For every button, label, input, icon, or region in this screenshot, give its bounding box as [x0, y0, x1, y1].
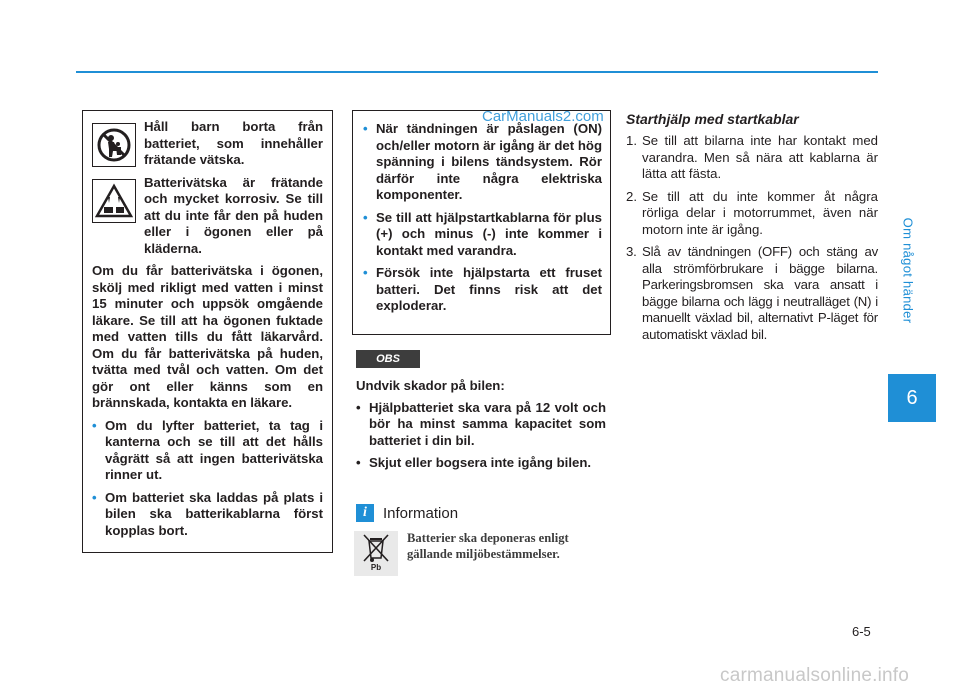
list-item: 1. Se till att bilarna inte har kontakt med varandra. Men så nära att kablarna är lätta att fästa. [626, 133, 878, 181]
warning-box-middle [352, 110, 611, 335]
bullet-dot-icon: • [363, 265, 368, 280]
crossed-bin-icon [354, 531, 398, 576]
keep-children-away-icon [92, 123, 136, 167]
list-item: • Se till att hjälpstartkablarna för plus (+) och minus (-) inte kommer i kontakt med varandra. [363, 209, 602, 258]
warning-box-left [82, 110, 333, 553]
obs-bullet-list [356, 400, 606, 472]
top-rule [76, 71, 878, 73]
list-item: • Försök inte hjälpstarta ett fruset batteri. Det finns risk att det exploderar. [363, 265, 602, 313]
watermark-bottom: carmanualsonline.info [720, 665, 910, 686]
obs-heading: Undvik skador på bilen: [356, 378, 505, 393]
info-i-icon: i [356, 504, 374, 522]
watermark-top: CarManuals2.com [482, 108, 604, 125]
first-aid-paragraph: Om du får batterivätska i ögonen, skölj med rikligt med vatten i minst 15 minuter och uppsök omgående läkare. Se till att ha ögonen fuktade med vatten tills du fått läkarvård. Om du får batterivätska på huden, tvätta med tvål och vatten. Om det gör ont eller känns som en brännskada, kontakta en läkare. [92, 263, 323, 410]
warning-row-corrosive [92, 175, 323, 258]
obs-badge: OBS [356, 350, 420, 368]
bullet-dot-icon: • [356, 399, 361, 415]
obs-block [356, 378, 606, 478]
bullet-dot-icon: • [363, 209, 368, 225]
corrosive-acid-icon [92, 179, 136, 223]
page-number: 6-5 [852, 624, 871, 639]
list-item: 3. Slå av tändningen (OFF) och stäng av alla strömförbrukare i bägge bilarna. Parkeringsbromsen ska vara ansatt i bägge bilarna och lägg i neutralläget (N) i manuellt växlad bil, alternativt P-läget för automatiskt växlad bil. [626, 244, 878, 342]
section-title: Starthjälp med startkablar [626, 111, 799, 127]
list-item: • När tändningen är påslagen (ON) och/eller motorn är igång är det hög spänning i bilens tändsystem. Rör därför inte några elektriska komponenter. [363, 121, 602, 202]
chapter-tab[interactable]: 6 [888, 374, 936, 422]
section-label-text: Om något händer [900, 217, 916, 323]
list-item: • Skjut eller bogsera inte igång bilen. [356, 455, 592, 470]
list-item: • Om batteriet ska laddas på plats i bilen ska batterikablarna först kopplas bort. [92, 489, 323, 538]
list-item: 2. Se till att du inte kommer åt några rörliga delar i motorrummet, även när motorn inte är igång. [626, 188, 878, 237]
jump-start-section [626, 111, 878, 349]
pb-label: Pb [370, 563, 382, 572]
information-text: Batterier ska deponeras enligt gällande miljöbestämmelser. [407, 531, 569, 561]
information-heading [356, 504, 458, 522]
bullet-dot-icon: • [92, 489, 97, 505]
warning-row-children [92, 119, 323, 169]
bullet-dot-icon: • [356, 455, 361, 470]
left-bullet-list [92, 418, 323, 540]
list-item: • Om du lyfter batteriet, ta tag i kanterna och se till att det hålls vågrätt så att ingen batterivätska rinner ut. [92, 417, 323, 482]
bullet-dot-icon: • [363, 121, 368, 136]
section-side-label [896, 170, 920, 370]
bullet-dot-icon: • [92, 417, 97, 433]
list-item: • Hjälpbatteriet ska vara på 12 volt och bör ha minst samma kapacitet som batteriet i din bil. [356, 399, 606, 448]
information-title: Information [383, 504, 459, 522]
jump-start-steps [626, 133, 878, 343]
warning-corrosive-text: Batterivätska är frätande och mycket korrosiv. Se till att du inte får den på huden eller i ögonen eller på kläderna. [144, 174, 323, 256]
middle-bullet-list [363, 121, 602, 315]
warning-children-text: Håll barn borta från batteriet, som innehåller frätande vätska. [144, 119, 323, 167]
